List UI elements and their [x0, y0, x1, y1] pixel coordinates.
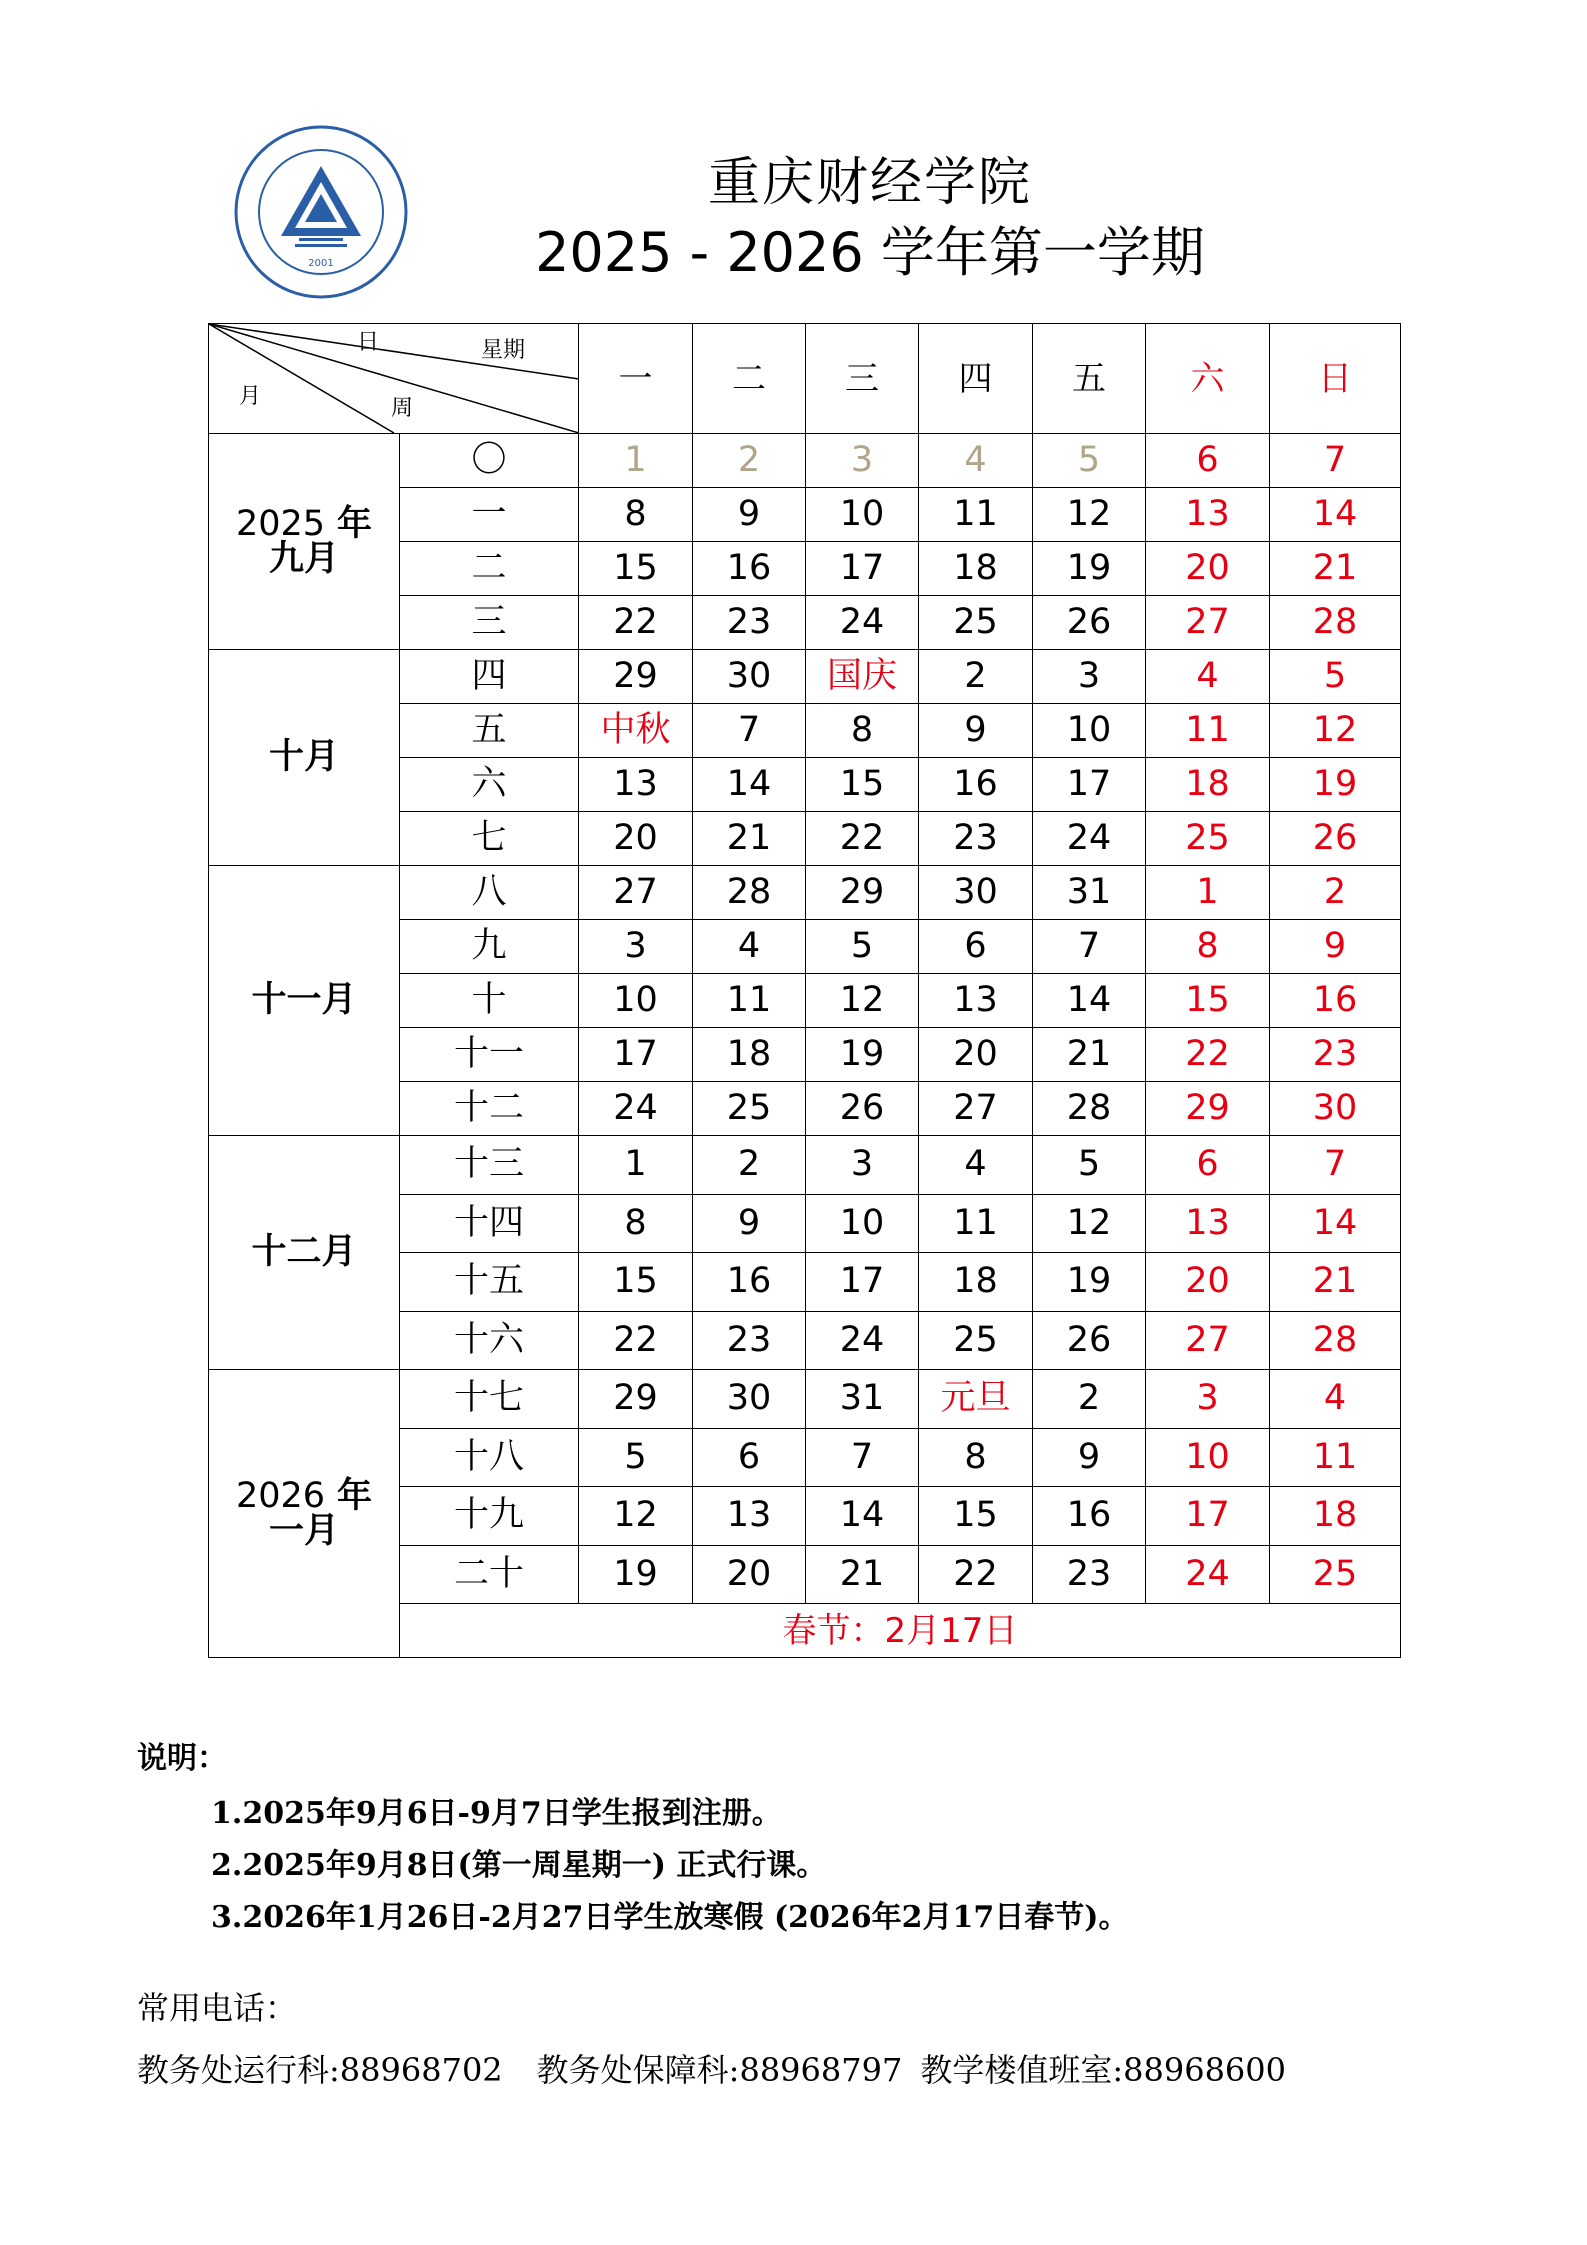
logo-year: 2001	[308, 258, 334, 269]
phone-entry: 教务处运行科:88968702	[137, 2051, 503, 2089]
day-cell: 国庆	[806, 650, 919, 704]
week-number: 八	[400, 866, 579, 920]
day-cell: 2	[919, 650, 1033, 704]
spring-festival-note: 春节：2月17日	[400, 1604, 1401, 1658]
month-cell	[209, 434, 400, 650]
day-cell: 1	[1146, 866, 1270, 920]
day-cell: 21	[806, 1545, 919, 1604]
day-cell: 25	[919, 596, 1033, 650]
day-cell: 18	[1270, 1487, 1401, 1546]
week-number: 一	[400, 488, 579, 542]
month-cell	[209, 866, 400, 1136]
day-cell: 22	[579, 1311, 693, 1370]
month-cell	[209, 1136, 400, 1370]
day-cell: 24	[806, 596, 919, 650]
weekday-header: 二	[693, 324, 806, 434]
notes-section	[137, 1733, 227, 1777]
day-cell: 22	[806, 812, 919, 866]
day-cell: 27	[579, 866, 693, 920]
day-cell: 2	[1033, 1370, 1146, 1429]
day-cell: 11	[1146, 704, 1270, 758]
page-subtitle: 2025 - 2026 学年第一学期	[535, 221, 1205, 284]
day-cell: 3	[1146, 1370, 1270, 1429]
day-cell: 19	[1033, 542, 1146, 596]
day-cell: 28	[1270, 1311, 1401, 1370]
weekday-header: 六	[1146, 324, 1270, 434]
day-cell: 8	[579, 488, 693, 542]
day-cell: 15	[806, 758, 919, 812]
day-cell: 26	[1033, 1311, 1146, 1370]
day-cell: 3	[806, 434, 919, 488]
day-cell: 25	[693, 1082, 806, 1136]
day-cell: 24	[579, 1082, 693, 1136]
day-cell: 18	[1146, 758, 1270, 812]
day-cell: 18	[919, 1253, 1033, 1312]
day-cell: 19	[1270, 758, 1401, 812]
day-cell: 11	[919, 488, 1033, 542]
day-cell: 29	[579, 1370, 693, 1429]
day-cell: 4	[693, 920, 806, 974]
day-cell: 12	[806, 974, 919, 1028]
day-cell: 2	[693, 434, 806, 488]
day-cell: 7	[806, 1428, 919, 1487]
phones-heading: 常用电话：	[137, 1989, 298, 2027]
day-cell: 25	[1146, 812, 1270, 866]
day-cell: 30	[1270, 1082, 1401, 1136]
day-cell: 14	[1033, 974, 1146, 1028]
calendar-table	[208, 323, 1401, 1658]
week-row	[209, 434, 1401, 488]
week-row	[209, 1370, 1401, 1429]
week-number: 六	[400, 758, 579, 812]
month-name: 十月	[268, 737, 339, 777]
day-cell: 30	[693, 1370, 806, 1429]
day-cell: 12	[1033, 1194, 1146, 1253]
day-cell: 19	[1033, 1253, 1146, 1312]
day-cell: 1	[579, 434, 693, 488]
day-cell: 15	[919, 1487, 1033, 1546]
day-cell: 21	[1270, 1253, 1401, 1312]
day-cell: 28	[1270, 596, 1401, 650]
day-cell: 13	[919, 974, 1033, 1028]
month-cell	[209, 650, 400, 866]
week-number: 十四	[400, 1194, 579, 1253]
day-cell: 19	[579, 1545, 693, 1604]
day-cell: 26	[1270, 812, 1401, 866]
day-cell: 20	[1146, 1253, 1270, 1312]
week-number: 十六	[400, 1311, 579, 1370]
day-cell: 25	[919, 1311, 1033, 1370]
day-cell: 14	[1270, 488, 1401, 542]
week-number: 二	[400, 542, 579, 596]
day-cell: 12	[1270, 704, 1401, 758]
day-cell: 15	[1146, 974, 1270, 1028]
day-cell: 13	[693, 1487, 806, 1546]
day-cell: 31	[1033, 866, 1146, 920]
week-row	[209, 650, 1401, 704]
day-cell: 21	[693, 812, 806, 866]
day-cell: 13	[579, 758, 693, 812]
day-cell: 13	[1146, 488, 1270, 542]
day-cell: 24	[1033, 812, 1146, 866]
day-cell: 17	[579, 1028, 693, 1082]
week-number: 七	[400, 812, 579, 866]
notes-heading: 说明：	[137, 1741, 227, 1776]
day-cell: 31	[806, 1370, 919, 1429]
weekday-header: 三	[806, 324, 919, 434]
day-cell: 9	[1033, 1428, 1146, 1487]
day-cell: 17	[806, 542, 919, 596]
month-name: 九月	[268, 538, 339, 579]
day-cell: 24	[806, 1311, 919, 1370]
week-number: 〇	[400, 434, 579, 488]
day-cell: 6	[1146, 1136, 1270, 1195]
day-cell: 12	[579, 1487, 693, 1546]
diag-month-label: 月	[239, 384, 262, 409]
day-cell: 26	[806, 1082, 919, 1136]
day-cell: 6	[1146, 434, 1270, 488]
day-cell: 14	[806, 1487, 919, 1546]
day-cell: 10	[579, 974, 693, 1028]
day-cell: 9	[693, 1194, 806, 1253]
week-number: 十一	[400, 1028, 579, 1082]
week-number: 十	[400, 974, 579, 1028]
day-cell: 8	[579, 1194, 693, 1253]
day-cell: 26	[1033, 596, 1146, 650]
day-cell: 16	[1270, 974, 1401, 1028]
day-cell: 11	[919, 1194, 1033, 1253]
week-number: 十三	[400, 1136, 579, 1195]
month-year: 2026	[235, 1475, 326, 1516]
day-cell: 10	[806, 488, 919, 542]
weekday-header: 日	[1270, 324, 1401, 434]
weekday-header: 一	[579, 324, 693, 434]
day-cell: 11	[693, 974, 806, 1028]
day-cell: 中秋	[579, 704, 693, 758]
day-cell: 20	[1146, 542, 1270, 596]
header-diagonal-cell	[209, 324, 579, 434]
day-cell: 4	[919, 434, 1033, 488]
day-cell: 5	[579, 1428, 693, 1487]
week-number: 十二	[400, 1082, 579, 1136]
weekday-header: 四	[919, 324, 1033, 434]
day-cell: 28	[693, 866, 806, 920]
diag-weekday-label: 星期	[481, 338, 526, 363]
phone-entry: 教学楼值班室:88968600	[920, 2051, 1287, 2089]
day-cell: 7	[1033, 920, 1146, 974]
day-cell: 22	[579, 596, 693, 650]
day-cell: 10	[806, 1194, 919, 1253]
week-number: 十五	[400, 1253, 579, 1312]
diag-week-label: 周	[391, 396, 414, 421]
day-cell: 17	[806, 1253, 919, 1312]
day-cell: 9	[1270, 920, 1401, 974]
month-year-suffix: 年	[337, 503, 373, 544]
month-name: 一月	[268, 1510, 339, 1551]
day-cell: 23	[1270, 1028, 1401, 1082]
day-cell: 23	[693, 596, 806, 650]
day-cell: 10	[1033, 704, 1146, 758]
week-number: 十九	[400, 1487, 579, 1546]
day-cell: 14	[693, 758, 806, 812]
day-cell: 22	[1146, 1028, 1270, 1082]
day-cell: 22	[919, 1545, 1033, 1604]
week-row	[209, 1136, 1401, 1195]
phones-line	[137, 2045, 1286, 2091]
college-logo	[233, 124, 409, 300]
day-cell: 20	[919, 1028, 1033, 1082]
day-cell: 30	[919, 866, 1033, 920]
day-cell: 16	[693, 1253, 806, 1312]
month-name: 十二月	[251, 1232, 357, 1272]
phone-entry: 教务处保障科:88968797	[536, 2051, 903, 2089]
day-cell: 27	[919, 1082, 1033, 1136]
day-cell: 7	[693, 704, 806, 758]
day-cell: 3	[579, 920, 693, 974]
day-cell: 5	[1033, 434, 1146, 488]
day-cell: 21	[1270, 542, 1401, 596]
day-cell: 9	[919, 704, 1033, 758]
day-cell: 5	[806, 920, 919, 974]
day-cell: 27	[1146, 596, 1270, 650]
week-number: 四	[400, 650, 579, 704]
day-cell: 16	[693, 542, 806, 596]
day-cell: 23	[693, 1311, 806, 1370]
day-cell: 6	[693, 1428, 806, 1487]
diag-day-label: 日	[357, 330, 380, 355]
day-cell: 20	[579, 812, 693, 866]
day-cell: 16	[1033, 1487, 1146, 1546]
day-cell: 7	[1270, 1136, 1401, 1195]
day-cell: 8	[1146, 920, 1270, 974]
day-cell: 21	[1033, 1028, 1146, 1082]
day-cell: 5	[1270, 650, 1401, 704]
day-cell: 17	[1033, 758, 1146, 812]
week-number: 二十	[400, 1545, 579, 1604]
day-cell: 1	[579, 1136, 693, 1195]
day-cell: 18	[693, 1028, 806, 1082]
day-cell: 15	[579, 1253, 693, 1312]
day-cell: 11	[1270, 1428, 1401, 1487]
day-cell: 29	[579, 650, 693, 704]
day-cell: 8	[806, 704, 919, 758]
day-cell: 24	[1146, 1545, 1270, 1604]
day-cell: 3	[806, 1136, 919, 1195]
day-cell: 18	[919, 542, 1033, 596]
day-cell: 8	[919, 1428, 1033, 1487]
day-cell: 4	[919, 1136, 1033, 1195]
week-number: 五	[400, 704, 579, 758]
day-cell: 30	[693, 650, 806, 704]
day-cell: 23	[919, 812, 1033, 866]
day-cell: 15	[579, 542, 693, 596]
week-number: 三	[400, 596, 579, 650]
day-cell: 6	[919, 920, 1033, 974]
week-number: 九	[400, 920, 579, 974]
week-number: 十八	[400, 1428, 579, 1487]
page-title: 重庆财经学院	[707, 153, 1032, 213]
day-cell: 10	[1146, 1428, 1270, 1487]
day-cell: 16	[919, 758, 1033, 812]
month-year-suffix: 年	[337, 1475, 373, 1516]
week-number: 十七	[400, 1370, 579, 1429]
weekday-header: 五	[1033, 324, 1146, 434]
day-cell: 28	[1033, 1082, 1146, 1136]
day-cell: 25	[1270, 1545, 1401, 1604]
day-cell: 23	[1033, 1545, 1146, 1604]
month-year: 2025	[235, 503, 326, 544]
day-cell: 29	[806, 866, 919, 920]
week-row	[209, 866, 1401, 920]
month-cell	[209, 1370, 400, 1658]
day-cell: 13	[1146, 1194, 1270, 1253]
day-cell: 20	[693, 1545, 806, 1604]
day-cell: 14	[1270, 1194, 1401, 1253]
day-cell: 19	[806, 1028, 919, 1082]
day-cell: 5	[1033, 1136, 1146, 1195]
day-cell: 9	[693, 488, 806, 542]
day-cell: 17	[1146, 1487, 1270, 1546]
day-cell: 2	[693, 1136, 806, 1195]
day-cell: 12	[1033, 488, 1146, 542]
day-cell: 元旦	[919, 1370, 1033, 1429]
day-cell: 29	[1146, 1082, 1270, 1136]
day-cell: 2	[1270, 866, 1401, 920]
day-cell: 4	[1270, 1370, 1401, 1429]
day-cell: 27	[1146, 1311, 1270, 1370]
day-cell: 7	[1270, 434, 1401, 488]
day-cell: 4	[1146, 650, 1270, 704]
day-cell: 3	[1033, 650, 1146, 704]
month-name: 十一月	[251, 980, 357, 1020]
